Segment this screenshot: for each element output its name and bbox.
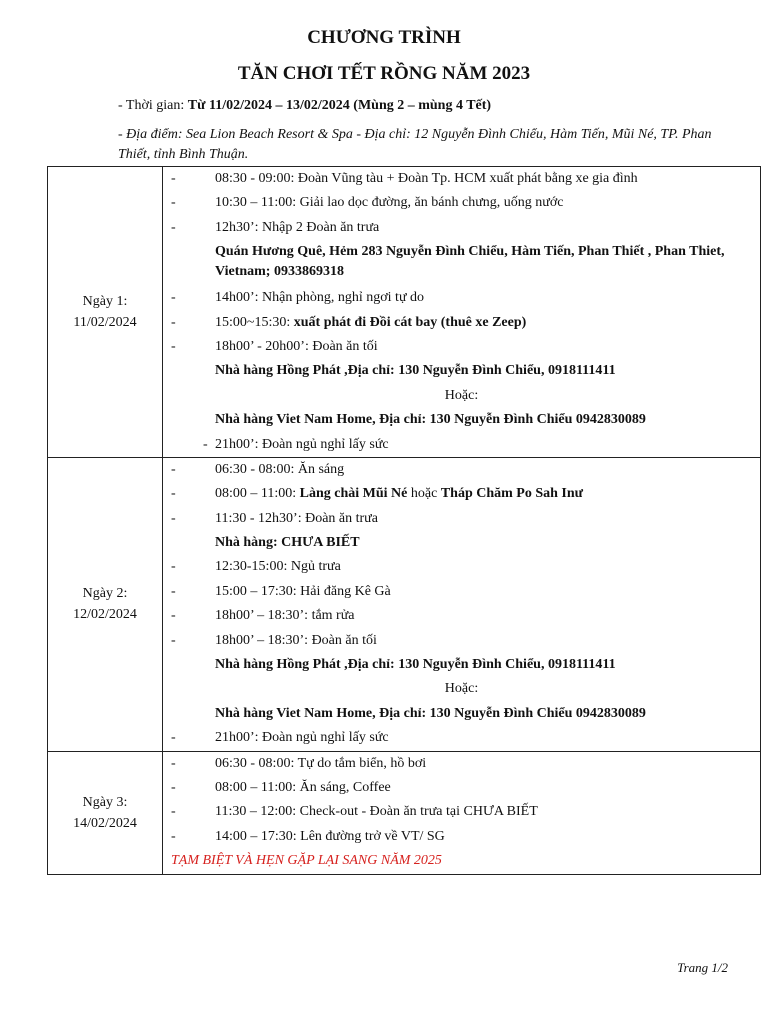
day3-row [48, 751, 761, 874]
place-info: - Địa điểm: Sea Lion Beach Resort & Spa - Địa chỉ: 12 Nguyễn Đình Chiểu, Hàm Tiến, Mũi Né, TP. Phan Thiết, tỉnh Bình Thuận. [118, 127, 712, 162]
day3-cell [48, 751, 163, 874]
list-item: - 14h00’: Nhận phòng, nghỉ ngơi tự do [171, 290, 425, 306]
list-item: - 15:00 – 17:30: Hải đăng Kê Gà [171, 583, 391, 599]
time-label: - Thời gian: [118, 98, 188, 113]
day1-row [48, 167, 761, 458]
dinner-option-1: Nhà hàng Hồng Phát ,Địa chỉ: 130 Nguyễn Đình Chiểu, 0918111411 [215, 657, 616, 673]
list-item: - 08:00 – 11:00: Làng chài Mũi Né hoặc Tháp Chăm Po Sah Inư [171, 486, 584, 502]
document-title: CHƯƠNG TRÌNH [307, 27, 461, 48]
day3-activities [163, 751, 761, 874]
dinner-option-1: Nhà hàng Hồng Phát ,Địa chỉ: 130 Nguyễn Đình Chiểu, 0918111411 [215, 363, 616, 379]
day2-label: Ngày 2: [82, 586, 128, 602]
day2-row [48, 457, 761, 751]
list-item: - 21h00’: Đoàn ngủ nghỉ lấy sức [171, 730, 389, 746]
document-subtitle: TĂN CHƠI TẾT RỒNG NĂM 2023 [237, 63, 531, 84]
list-item: - 06:30 - 08:00: Tự do tắm biển, hồ bơi [171, 755, 427, 771]
list-item: - 11:30 – 12:00: Check-out - Đoàn ăn trưa tại CHƯA BIẾT [171, 804, 538, 820]
list-item: - 18h00’ – 18:30’: tắm rửa [171, 608, 355, 624]
list-item: - 21h00’: Đoàn ngủ nghỉ lấy sức [203, 436, 389, 452]
list-item: - 11:30 - 12h30’: Đoàn ăn trưa [171, 510, 378, 526]
day1-cell [48, 167, 163, 458]
goodbye-note: TẠM BIỆT VÀ HẸN GẶP LẠI SANG NĂM 2025 [171, 853, 442, 869]
list-item: - 18h00’ - 20h00’: Đoàn ăn tối [171, 338, 378, 354]
day3-label: Ngày 3: [82, 794, 128, 810]
time-value: Từ 11/02/2024 – 13/02/2024 (Mùng 2 – mùng 4 Tết) [187, 98, 492, 113]
list-item: - 14:00 – 17:30: Lên đường trở về VT/ SG [171, 828, 445, 844]
day1-date: 11/02/2024 [73, 314, 137, 330]
lunch-place: Nhà hàng: CHƯA BIẾT [215, 535, 360, 551]
lunch-place: Quán Hương Quê, Hẻm 283 Nguyễn Đình Chiểu, Hàm Tiến, Phan Thiết , Phan Thiet, Vietnam; 0933869318 [215, 244, 725, 280]
dinner-option-2: Nhà hàng Viet Nam Home, Địa chỉ: 130 Nguyễn Đình Chiểu 0942830089 [215, 412, 646, 428]
day2-cell [48, 457, 163, 751]
list-item: - 10:30 – 11:00: Giải lao dọc đường, ăn bánh chưng, uống nước [171, 195, 564, 211]
list-item: - 12:30-15:00: Ngủ trưa [171, 559, 341, 575]
list-item: - 08:00 – 11:00: Ăn sáng, Coffee [171, 779, 391, 795]
or-label: Hoặc: [444, 681, 479, 697]
time-info [118, 96, 738, 116]
list-item: - 18h00’ – 18:30’: Đoàn ăn tối [171, 632, 377, 648]
list-item: - 15:00~15:30: xuất phát đi Đồi cát bay (thuê xe Zeep) [171, 314, 527, 330]
list-item: - 12h30’: Nhập 2 Đoàn ăn trưa [171, 219, 380, 235]
list-item: - 06:30 - 08:00: Ăn sáng [171, 461, 345, 477]
day2-date: 12/02/2024 [73, 607, 137, 623]
page-number: Trang 1/2 [677, 960, 728, 975]
day1-label: Ngày 1: [82, 293, 128, 309]
day1-activities [163, 167, 761, 458]
day2-activities [163, 457, 761, 751]
dinner-option-2: Nhà hàng Viet Nam Home, Địa chỉ: 130 Nguyễn Đình Chiểu 0942830089 [215, 705, 646, 721]
day3-date: 14/02/2024 [73, 815, 137, 831]
or-label: Hoặc: [444, 387, 479, 403]
schedule-table [47, 166, 761, 875]
list-item: - 08:30 - 09:00: Đoàn Vũng tàu + Đoàn Tp. HCM xuất phát bằng xe gia đình [171, 171, 638, 186]
